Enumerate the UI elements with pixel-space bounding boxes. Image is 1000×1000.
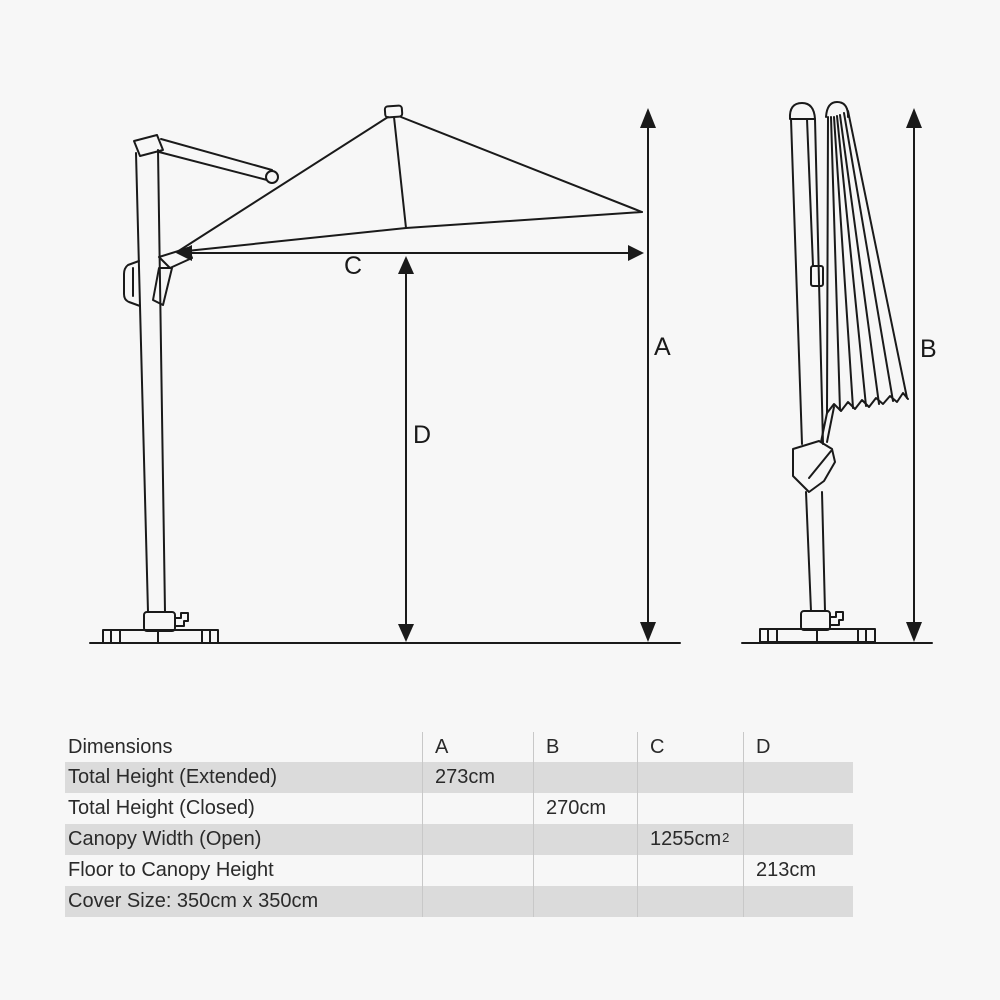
table-cell <box>422 824 533 855</box>
table-cell <box>743 793 853 824</box>
table-cell <box>637 762 743 793</box>
table-row <box>65 886 853 917</box>
lower-pole-left-edge <box>806 492 811 611</box>
arm-joint <box>266 171 278 183</box>
canopy-fold-line <box>834 117 853 408</box>
canopy-fold-line <box>831 117 840 410</box>
table-cell <box>533 762 637 793</box>
dimension-label-d: D <box>413 421 432 449</box>
table-cell-value: 1255cm <box>650 828 722 850</box>
row-label: Total Height (Extended) <box>68 766 278 788</box>
table-cell <box>743 762 853 793</box>
closed-pole-cap <box>790 103 815 119</box>
tilt-housing <box>793 441 835 492</box>
runner-slider <box>811 266 823 286</box>
dimension-arrow-a <box>640 108 671 642</box>
canopy-right-edge <box>401 117 642 212</box>
row-label: Cover Size: 350cm x 350cm <box>68 890 319 912</box>
arm-top-edge <box>161 139 272 170</box>
table-cell <box>637 855 743 886</box>
table-header-cell: D <box>743 732 853 762</box>
row-label: Total Height (Closed) <box>68 797 255 819</box>
table-header-cell: B <box>533 732 637 762</box>
closed-base-collar <box>801 611 830 630</box>
table-cell <box>533 855 637 886</box>
table-cell <box>422 855 533 886</box>
table-header-row <box>65 732 853 762</box>
table-cell: 270cm <box>533 793 637 824</box>
dimension-arrow-b <box>906 108 937 642</box>
dimensions-table <box>65 732 853 917</box>
canopy-fold-line <box>840 115 879 404</box>
table-cell: 1255cm $^2$ <box>637 824 743 855</box>
canopy-outer-edge <box>848 111 907 398</box>
dimension-label-b: B <box>920 335 937 363</box>
closed-pole-right-edge <box>815 119 823 444</box>
dimension-label-c: C <box>344 252 363 280</box>
table-row <box>65 824 853 855</box>
table-cell <box>637 793 743 824</box>
dimension-arrow-d <box>398 256 431 642</box>
row-label: Floor to Canopy Height <box>68 859 274 881</box>
lower-pole-right-edge <box>822 492 825 611</box>
canopy-rib <box>394 117 406 228</box>
table-cell: 213cm <box>743 855 853 886</box>
dimension-label-a: A <box>654 333 671 361</box>
closed-pole-inner-edge <box>807 119 813 266</box>
table-cell <box>533 824 637 855</box>
open-parasol-drawing <box>90 105 680 643</box>
closed-pole-left-edge <box>791 119 802 444</box>
table-cell <box>422 793 533 824</box>
base-collar <box>144 612 175 631</box>
table-cell: 273cm <box>422 762 533 793</box>
arm-bottom-edge <box>159 152 267 180</box>
canopy-bottom-edge <box>177 212 642 252</box>
canopy-left-edge <box>177 117 388 252</box>
table-header-cell: A <box>422 732 533 762</box>
table-cell <box>637 886 743 917</box>
table-header-cell: Dimensions <box>68 735 173 758</box>
row-label: Canopy Width (Open) <box>68 828 262 850</box>
hub-support <box>153 268 172 305</box>
table-row <box>65 762 853 793</box>
canopy-fold-line <box>827 117 828 413</box>
table-cell <box>743 824 853 855</box>
dimension-arrow-c <box>176 245 644 280</box>
table-cell <box>743 886 853 917</box>
table-header-cell: C <box>637 732 743 762</box>
pole-left-edge <box>136 153 148 612</box>
closed-base-pedal <box>830 612 843 625</box>
base-pedal <box>175 613 188 626</box>
pole-right-edge <box>158 150 165 612</box>
canopy-finial <box>385 105 403 117</box>
closed-parasol-drawing <box>742 102 932 643</box>
table-cell <box>422 886 533 917</box>
table-row <box>65 793 853 824</box>
table-cell <box>533 886 637 917</box>
table-row <box>65 855 853 886</box>
